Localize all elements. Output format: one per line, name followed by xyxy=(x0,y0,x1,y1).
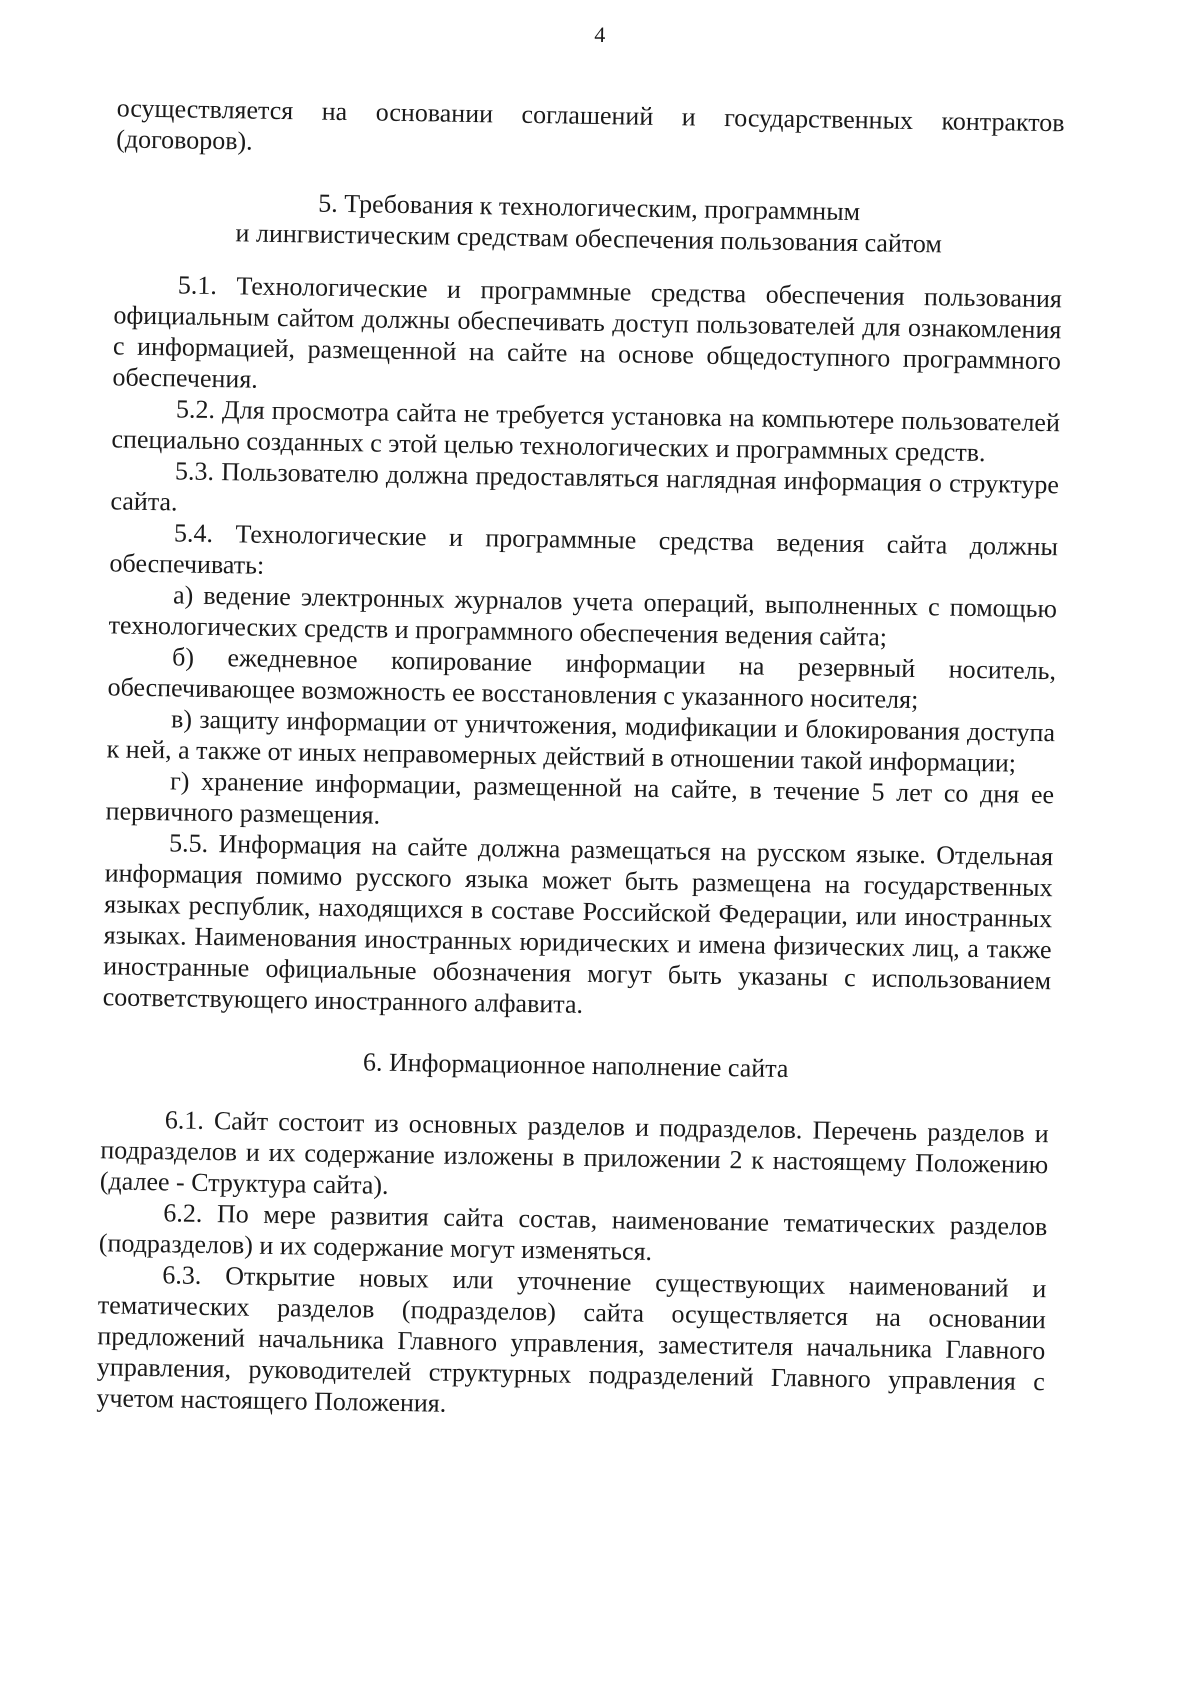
clause-5-3: 5.3. Пользователю должна предоставляться наглядная информация о структуре сайта. xyxy=(110,456,1060,517)
section-6-heading: 6. Информационное наполнение сайта xyxy=(362,1047,789,1084)
clause-5-4-a: а) ведение электронных журналов учета операций, выполненных с помощью технологических средств и программного обеспечения ведения сайта; xyxy=(108,580,1058,652)
clause-6-2: 6.2. По мере развития сайта состав, наименование тематических разделов (подразделов) и их содержание могут изменяться. xyxy=(98,1198,1048,1266)
clause-5-1: 5.1. Технологические и программные средства обеспечения пользования официальным сайтом должны обеспечивать доступ пользователей для ознакомления с информацией, размещенной на сайте на основе общедоступного программного обеспечения. xyxy=(112,270,1063,394)
continuation-paragraph: осуществляется на основании соглашений и государственных контрактов (договоров). xyxy=(116,93,1065,156)
section-5-heading-line-2: и лингвистическим средствам обеспечения пользования сайтом xyxy=(235,218,943,259)
clause-5-5: 5.5. Информация на сайте должна размещаться на русском языке. Отдельная информация помимо русского языка может быть размещена на государственных языках республик, находящихся в составе Российской Федерации, или иностранных языках. Наименования иностранных юридических и имена физических лиц, а также иностранные официальные обозначения могут быть указаны с использованием соответствующего иностранного алфавита. xyxy=(102,828,1054,1019)
clause-6-1: 6.1. Сайт состоит из основных разделов и подразделов. Перечень разделов и подразделов и их содержание изложены в приложении 2 к настоящему Положению (далее - Структура сайта). xyxy=(99,1105,1049,1200)
clause-5-4-v: в) защиту информации от уничтожения, модификации и блокирования доступа к ней, а также от иных неправомерных действий в отношении такой информации; xyxy=(106,704,1056,778)
clause-5-4-g: г) хранение информации, размещенной на сайте, в течение 5 лет со дня ее первичного размещения. xyxy=(105,766,1055,830)
page-number: 4 xyxy=(594,21,606,48)
clause-5-4-b: б) ежедневное копирование информации на резервный носитель, обеспечивающее возможность ее восстановления с указанного носителя; xyxy=(107,642,1057,715)
clause-5-4: 5.4. Технологические и программные средства ведения сайта должны обеспечивать: xyxy=(109,518,1059,580)
clause-6-3: 6.3. Открытие новых или уточнение существующих наименований и тематических разделов (подразделов) сайта осуществляется на основании предложений начальника Главного управления, заместителя начальника Главного управления, руководителей структурных подразделений Главного управления с учетом настоящего Положения. xyxy=(96,1260,1047,1418)
section-5-heading-line-1: 5. Требования к технологическим, программным xyxy=(318,188,861,227)
document-body xyxy=(96,92,1065,1428)
clause-5-2: 5.2. Для просмотра сайта не требуется установка на компьютере пользователей специально созданных с этой целью технологических и программных средств. xyxy=(111,394,1061,468)
